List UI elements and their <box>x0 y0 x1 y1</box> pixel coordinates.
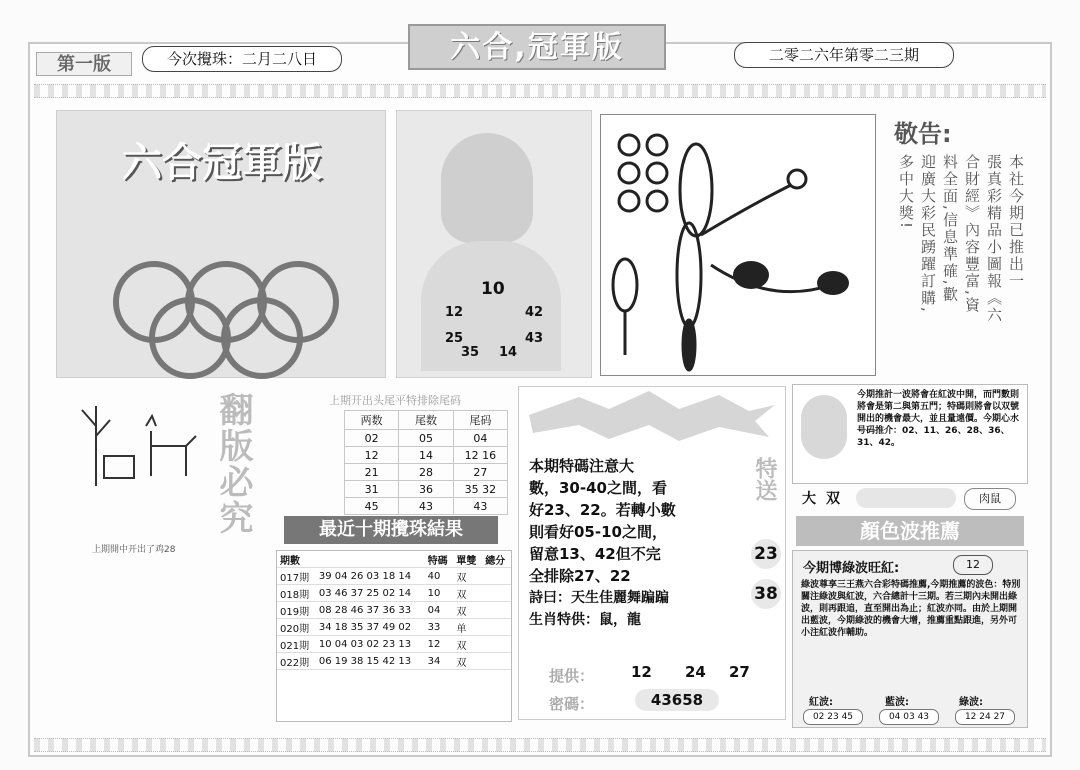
results-panel <box>276 550 512 722</box>
edition-label: 第一版 <box>36 52 132 76</box>
notice-column: 本社今期已推出一 <box>1007 154 1025 290</box>
grid-row <box>345 447 508 464</box>
tips-poem: 詩曰：天生佳麗舞蹁蹁 <box>529 590 669 606</box>
tips-line: 好23、22。若轉小數 <box>529 501 676 519</box>
result-numbers: 10 04 03 02 23 13 <box>316 636 425 653</box>
green-wave-label: 綠波: <box>959 697 983 708</box>
animal-badge: 肉鼠 <box>964 488 1016 510</box>
grid-cell: 36 <box>399 481 453 498</box>
offer-number: 27 <box>729 663 750 681</box>
tips-line: 全排除27、22 <box>529 567 631 585</box>
banner-title: 六合冠軍版 <box>122 140 322 186</box>
notice-column: 張真彩精品小圖報《六 <box>985 154 1003 324</box>
starburst-banner <box>519 387 785 443</box>
grid-cell: 27 <box>453 464 507 481</box>
result-special: 34 <box>425 653 454 670</box>
results-row <box>277 568 511 585</box>
result-period: 020期 <box>277 619 316 636</box>
notice-column: 多中大獎! <box>897 154 915 231</box>
results-row <box>277 602 511 619</box>
tips-panel <box>518 386 786 720</box>
grid-title: 上期开出头尾平特排除尾码 <box>329 394 461 407</box>
grid-cell: 45 <box>345 498 399 515</box>
photo-number: 42 <box>525 305 544 320</box>
parity-label: 双 <box>826 491 840 507</box>
blue-wave-numbers: 04 03 43 <box>879 709 939 725</box>
result-period: 019期 <box>277 602 316 619</box>
results-header: 特碼 <box>425 551 454 568</box>
result-period: 018期 <box>277 585 316 602</box>
prediction-text: 今期推計一波將會在紅波中開，而門數則將會是第二與第五門；特碼則將會以双號開出的機會最大，並且量遠價。今期心水号码推介：02、11、26、28、36、31、42。 <box>857 390 1020 448</box>
wave-recommend-title: 顏色波推薦 <box>796 516 1024 546</box>
brand-logo: 六合,冠軍版 <box>408 24 666 70</box>
grid-cell: 21 <box>345 464 399 481</box>
result-numbers: 39 04 26 03 18 14 <box>316 568 425 585</box>
result-period: 021期 <box>277 636 316 653</box>
grid-cell: 31 <box>345 481 399 498</box>
results-row <box>277 636 511 653</box>
offer-number: 24 <box>685 663 706 681</box>
grid-cell: 02 <box>345 430 399 447</box>
issue-number: 二零二六年第零二三期 <box>734 42 954 68</box>
grid-cell: 12 <box>345 447 399 464</box>
code-value: 43658 <box>635 689 719 711</box>
red-wave-label: 紅波: <box>809 697 833 708</box>
notice-title: 敬告: <box>894 120 952 148</box>
result-numbers: 06 19 38 15 42 13 <box>316 653 425 670</box>
wave-pill <box>856 488 956 508</box>
result-parity: 单 <box>453 619 482 636</box>
number-grid-panel <box>282 392 508 513</box>
piracy-warning: 翻版必究 <box>213 392 253 536</box>
result-parity: 双 <box>453 585 482 602</box>
result-numbers: 34 18 35 37 49 02 <box>316 619 425 636</box>
result-special: 04 <box>425 602 454 619</box>
tips-line: 留意13、42但不完 <box>529 545 661 563</box>
red-wave-numbers: 02 23 45 <box>803 709 863 725</box>
draw-date: 今次攪珠：二月二八日 <box>142 46 342 72</box>
results-header: 期數 <box>277 551 316 568</box>
grid-cell: 04 <box>453 430 507 447</box>
result-parity: 双 <box>453 653 482 670</box>
photo-number: 12 <box>445 305 464 320</box>
result-period: 022期 <box>277 653 316 670</box>
results-header: 總分 <box>482 551 511 568</box>
notice-column: 迎廣大彩民踴躍訂購, <box>919 154 937 314</box>
result-numbers: 08 28 46 37 36 33 <box>316 602 425 619</box>
result-special: 10 <box>425 585 454 602</box>
result-numbers: 03 46 37 25 02 14 <box>316 585 425 602</box>
riddle-drawing <box>600 114 876 376</box>
ring-icon <box>221 297 303 379</box>
grid-cell: 12 16 <box>453 447 507 464</box>
ring-icon <box>149 297 231 379</box>
photo-number: 35 <box>461 345 480 360</box>
offer-label: 提供： <box>549 667 595 685</box>
result-special: 33 <box>425 619 454 636</box>
prediction-image <box>801 395 847 459</box>
code-label: 密碼： <box>549 695 595 713</box>
wave-badge: 12 <box>953 555 993 575</box>
size-label: 大 <box>802 491 816 507</box>
portrait-image <box>441 133 533 243</box>
size-parity-row <box>796 486 1024 512</box>
grid-cell: 05 <box>399 430 453 447</box>
notice-column: 合財經》內容豐富,資 <box>963 154 981 314</box>
wave-panel <box>792 550 1028 728</box>
grid-row <box>345 481 508 498</box>
wave-body: 綠波尊享三王燕六合彩特碼推薦,今期推薦的波色：特別關注綠波與紅波，六合總計十三期。若三期內未開出綠波，則再跟追，直至開出為止；紅波亦同。由於上期開出藍波，今期綠波的機會大增，推薦重點跟進，另外可小注紅波作輔助。 <box>801 580 1021 638</box>
photo-number: 10 <box>481 279 505 299</box>
results-row <box>277 585 511 602</box>
grid-cell: 43 <box>453 498 507 515</box>
blue-wave-label: 藍波: <box>885 697 909 708</box>
result-special: 12 <box>425 636 454 653</box>
grid-row <box>345 464 508 481</box>
result-parity: 双 <box>453 568 482 585</box>
banner-panel <box>56 110 386 378</box>
results-table <box>277 551 511 670</box>
special-number: 38 <box>751 579 781 609</box>
results-row <box>277 619 511 636</box>
result-period: 017期 <box>277 568 316 585</box>
grid-row <box>345 430 508 447</box>
tips-text <box>529 455 739 631</box>
grid-header: 尾码 <box>453 411 507 430</box>
green-wave-numbers: 12 24 27 <box>955 709 1015 725</box>
photo-number: 25 <box>445 331 464 346</box>
prediction-panel <box>792 384 1028 484</box>
tips-line: 本期特碼注意大 <box>529 457 635 475</box>
photo-number: 43 <box>525 331 544 346</box>
results-header: 單雙 <box>453 551 482 568</box>
photo-number: 14 <box>499 345 518 360</box>
notice-body <box>896 154 1026 374</box>
results-header <box>316 551 425 568</box>
grid-cell: 28 <box>399 464 453 481</box>
tips-zodiac: 生肖特供：鼠，龍 <box>529 612 641 628</box>
offer-number: 12 <box>631 663 652 681</box>
grid-cell: 14 <box>399 447 453 464</box>
grid-cell: 43 <box>399 498 453 515</box>
grid-header: 尾数 <box>399 411 453 430</box>
number-grid <box>344 410 508 515</box>
photo-panel <box>396 110 592 378</box>
grid-row <box>345 498 508 515</box>
result-parity: 双 <box>453 636 482 653</box>
special-number: 23 <box>751 539 781 569</box>
result-parity: 双 <box>453 602 482 619</box>
grid-header: 两数 <box>345 411 399 430</box>
grid-cell: 35 32 <box>453 481 507 498</box>
top-ornament <box>34 84 1046 98</box>
wave-title: 今期博綠波旺紅: <box>803 561 900 576</box>
bottom-ornament <box>34 738 1046 752</box>
cartoon-caption: 上期開中开出了鸡28 <box>92 545 176 555</box>
tips-line: 數，30-40之間，看 <box>529 479 667 497</box>
notice-panel <box>880 110 1028 378</box>
results-title: 最近十期攪珠結果 <box>284 516 498 544</box>
results-row <box>277 653 511 670</box>
tips-line: 則看好05-10之間， <box>529 523 667 541</box>
notice-column: 料全面,信息準確,歡 <box>941 154 959 304</box>
result-special: 40 <box>425 568 454 585</box>
special-label: 特送 <box>752 457 777 501</box>
riddle-illustration <box>601 115 875 375</box>
